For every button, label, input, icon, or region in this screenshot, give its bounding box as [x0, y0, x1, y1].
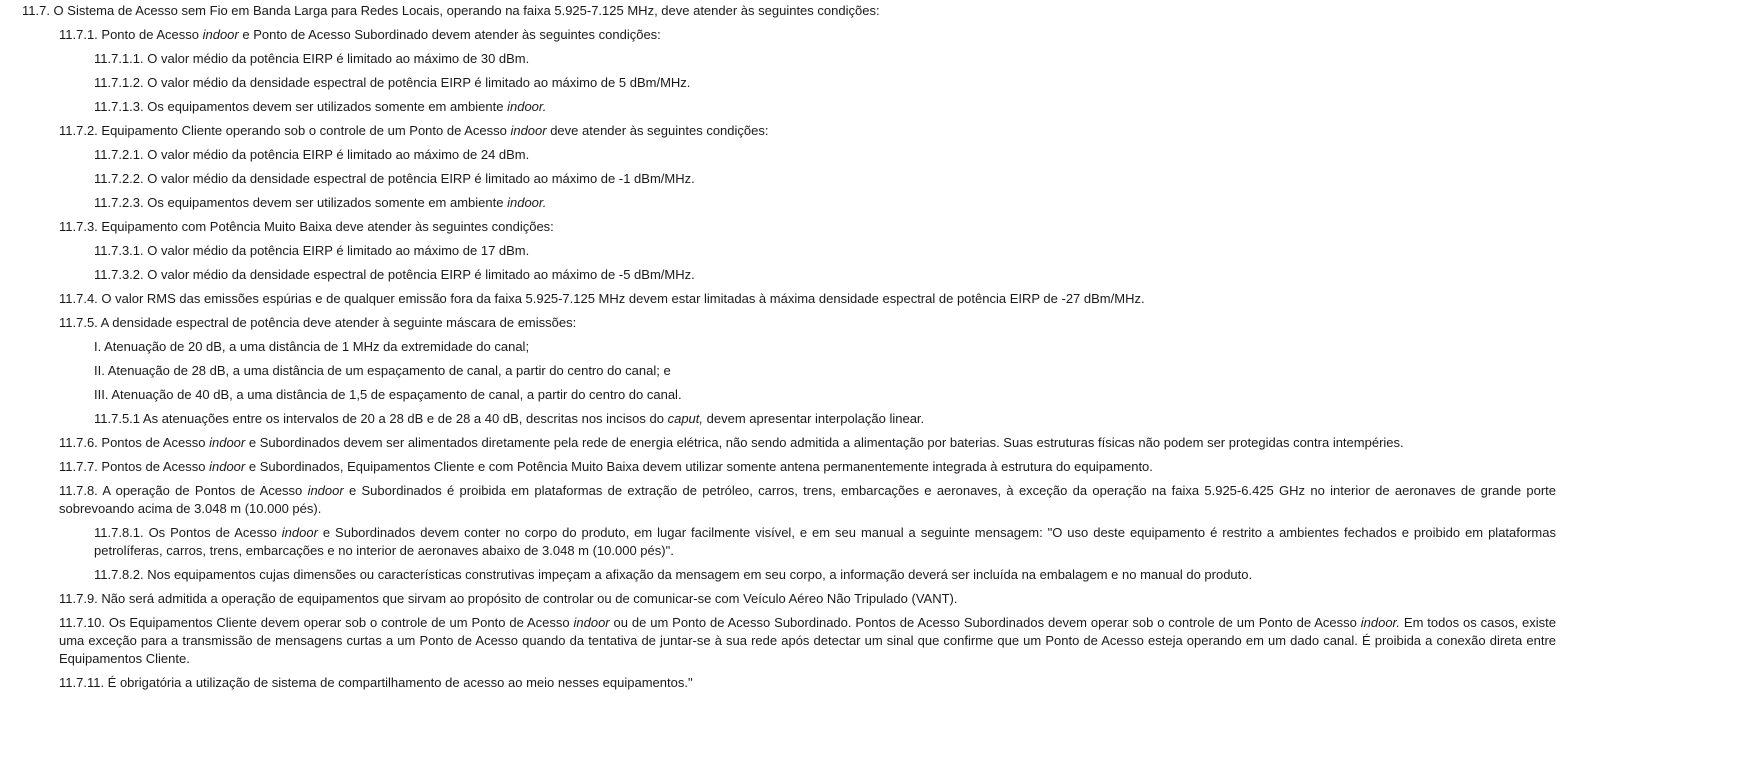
italic-text: indoor	[209, 435, 246, 450]
text-run: 11.7.10. Os Equipamentos Cliente devem operar sob o controle de um Ponto de Acesso	[59, 615, 574, 630]
subclause-paragraph	[22, 194, 1556, 212]
italic-text: indoor	[202, 27, 239, 42]
text-run: 11.7.8. A operação de Pontos de Acesso	[59, 483, 308, 498]
subclause-paragraph	[22, 386, 1556, 404]
text-run: deve atender às seguintes condições:	[546, 123, 769, 138]
text-run: 11.7.6. Pontos de Acesso	[59, 435, 210, 450]
text-run: 11.7.4. O valor RMS das emissões espúrias e de qualquer emissão fora da faixa 5.925-7.125 MHz devem estar limitadas à máxima densidade espectral de potência EIRP de -27 dBm/MHz.	[59, 291, 1145, 306]
text-run: e Subordinados devem ser alimentados diretamente pela rede de energia elétrica, não sendo admitida a alimentação por baterias. Suas estruturas físicas não podem ser protegidas contra intempéries.	[245, 435, 1404, 450]
text-run: 11.7.8.2. Nos equipamentos cujas dimensões ou características construtivas impeçam a afixação da mensagem em seu corpo, a informação deverá ser incluída na embalagem e no manual do produto.	[94, 567, 1253, 582]
subclause-paragraph	[22, 524, 1556, 560]
text-run: 11.7.2.3. Os equipamentos devem ser utilizados somente em ambiente	[94, 195, 508, 210]
text-run: 11.7.1.2. O valor médio da densidade espectral de potência EIRP é limitado ao máximo de 5 dBm/MHz.	[94, 75, 691, 90]
clause-paragraph	[22, 458, 1556, 476]
italic-text: caput,	[667, 411, 704, 426]
text-run: 11.7. O Sistema de Acesso sem Fio em Banda Larga para Redes Locais, operando na faixa 5.925-7.125 MHz, deve atender às seguintes condições:	[22, 3, 880, 18]
text-run: III. Atenuação de 40 dB, a uma distância de 1,5 de espaçamento de canal, a partir do centro do canal.	[94, 387, 682, 402]
italic-text: indoor	[281, 525, 318, 540]
subclause-paragraph	[22, 338, 1556, 356]
text-run: 11.7.5.1 As atenuações entre os intervalos de 20 a 28 dB e de 28 a 40 dB, descritas nos incisos do	[94, 411, 668, 426]
subclause-paragraph	[22, 74, 1556, 92]
clause-paragraph	[22, 290, 1556, 308]
text-run: 11.7.2. Equipamento Cliente operando sob o controle de um Ponto de Acesso	[59, 123, 511, 138]
text-run: 11.7.3.1. O valor médio da potência EIRP é limitado ao máximo de 17 dBm.	[94, 243, 530, 258]
text-run: 11.7.11. É obrigatória a utilização de sistema de compartilhamento de acesso ao meio nesses equipamentos."	[59, 675, 693, 690]
clause-paragraph	[22, 590, 1556, 608]
text-run: e Ponto de Acesso Subordinado devem atender às seguintes condições:	[238, 27, 661, 42]
subclause-paragraph	[22, 98, 1556, 116]
clause-paragraph	[22, 26, 1556, 44]
italic-text: indoor	[510, 123, 547, 138]
text-run: ou de um Ponto de Acesso Subordinado. Pontos de Acesso Subordinados devem operar sob o controle de um Ponto de Acesso	[609, 615, 1361, 630]
text-run: 11.7.8.1. Os Pontos de Acesso	[94, 525, 282, 540]
text-run: Em todos os casos, existe uma exceção para a transmissão de mensagens curtas a um Ponto de Acesso quando da tentativa de juntar-se à sua rede após detectar um sinal que confirme que um Ponto de Acesso esteja operando em um dado canal. É proibida a conexão direta entre Equipamentos Cliente.	[59, 615, 1556, 666]
italic-text: indoor	[307, 483, 344, 498]
subclause-paragraph	[22, 242, 1556, 260]
clause-paragraph	[22, 218, 1556, 236]
text-run: 11.7.5. A densidade espectral de potência deve atender à seguinte máscara de emissões:	[59, 315, 577, 330]
text-run: devem apresentar interpolação linear.	[703, 411, 925, 426]
text-run: 11.7.2.2. O valor médio da densidade espectral de potência EIRP é limitado ao máximo de -1 dBm/MHz.	[94, 171, 695, 186]
italic-text: indoor.	[1360, 615, 1401, 630]
text-run: 11.7.1. Ponto de Acesso	[59, 27, 203, 42]
italic-text: indoor.	[507, 195, 547, 210]
text-run: 11.7.3.2. O valor médio da densidade espectral de potência EIRP é limitado ao máximo de -5 dBm/MHz.	[94, 267, 695, 282]
document-body	[22, 2, 1556, 698]
text-run: 11.7.1.1. O valor médio da potência EIRP é limitado ao máximo de 30 dBm.	[94, 51, 530, 66]
text-run: 11.7.2.1. O valor médio da potência EIRP é limitado ao máximo de 24 dBm.	[94, 147, 530, 162]
text-run: 11.7.3. Equipamento com Potência Muito Baixa deve atender às seguintes condições:	[59, 219, 554, 234]
clause-paragraph	[22, 674, 1556, 692]
italic-text: indoor.	[507, 99, 547, 114]
clause-paragraph	[22, 314, 1556, 332]
subclause-paragraph	[22, 410, 1556, 428]
clause-paragraph	[22, 614, 1556, 668]
text-run: e Subordinados devem conter no corpo do produto, em lugar facilmente visível, e em seu manual a seguinte mensagem: "O uso deste equipamento é restrito a ambientes fechados e proibido em plataformas petrolíferas, carros, trens, embarcações e no interior de aeronaves abaixo de 3.048 m (10.000 pés)".	[94, 525, 1556, 558]
text-run: 11.7.1.3. Os equipamentos devem ser utilizados somente em ambiente	[94, 99, 508, 114]
subclause-paragraph	[22, 566, 1556, 584]
clause-paragraph	[22, 122, 1556, 140]
italic-text: indoor	[209, 459, 246, 474]
text-run: e Subordinados é proibida em plataformas de extração de petróleo, carros, trens, embarcações e aeronaves, à exceção da operação na faixa 5.925-6.425 GHz no interior de aeronaves de grande porte sobrevoando acima de 3.048 m (10.000 pés).	[59, 483, 1557, 516]
clause-paragraph	[22, 482, 1556, 518]
italic-text: indoor	[573, 615, 610, 630]
subclause-paragraph	[22, 146, 1556, 164]
subclause-paragraph	[22, 362, 1556, 380]
text-run: e Subordinados, Equipamentos Cliente e com Potência Muito Baixa devem utilizar somente antena permanentemente integrada à estrutura do equipamento.	[245, 459, 1153, 474]
text-run: 11.7.7. Pontos de Acesso	[59, 459, 210, 474]
clause-paragraph	[22, 434, 1556, 452]
text-run: 11.7.9. Não será admitida a operação de equipamentos que sirvam ao propósito de controlar ou de comunicar-se com Veículo Aéreo Não Tripulado (VANT).	[59, 591, 958, 606]
subclause-paragraph	[22, 170, 1556, 188]
subclause-paragraph	[22, 266, 1556, 284]
text-run: I. Atenuação de 20 dB, a uma distância de 1 MHz da extremidade do canal;	[94, 339, 530, 354]
section-heading	[22, 2, 1556, 20]
text-run: II. Atenuação de 28 dB, a uma distância de um espaçamento de canal, a partir do centro do canal; e	[94, 363, 671, 378]
subclause-paragraph	[22, 50, 1556, 68]
